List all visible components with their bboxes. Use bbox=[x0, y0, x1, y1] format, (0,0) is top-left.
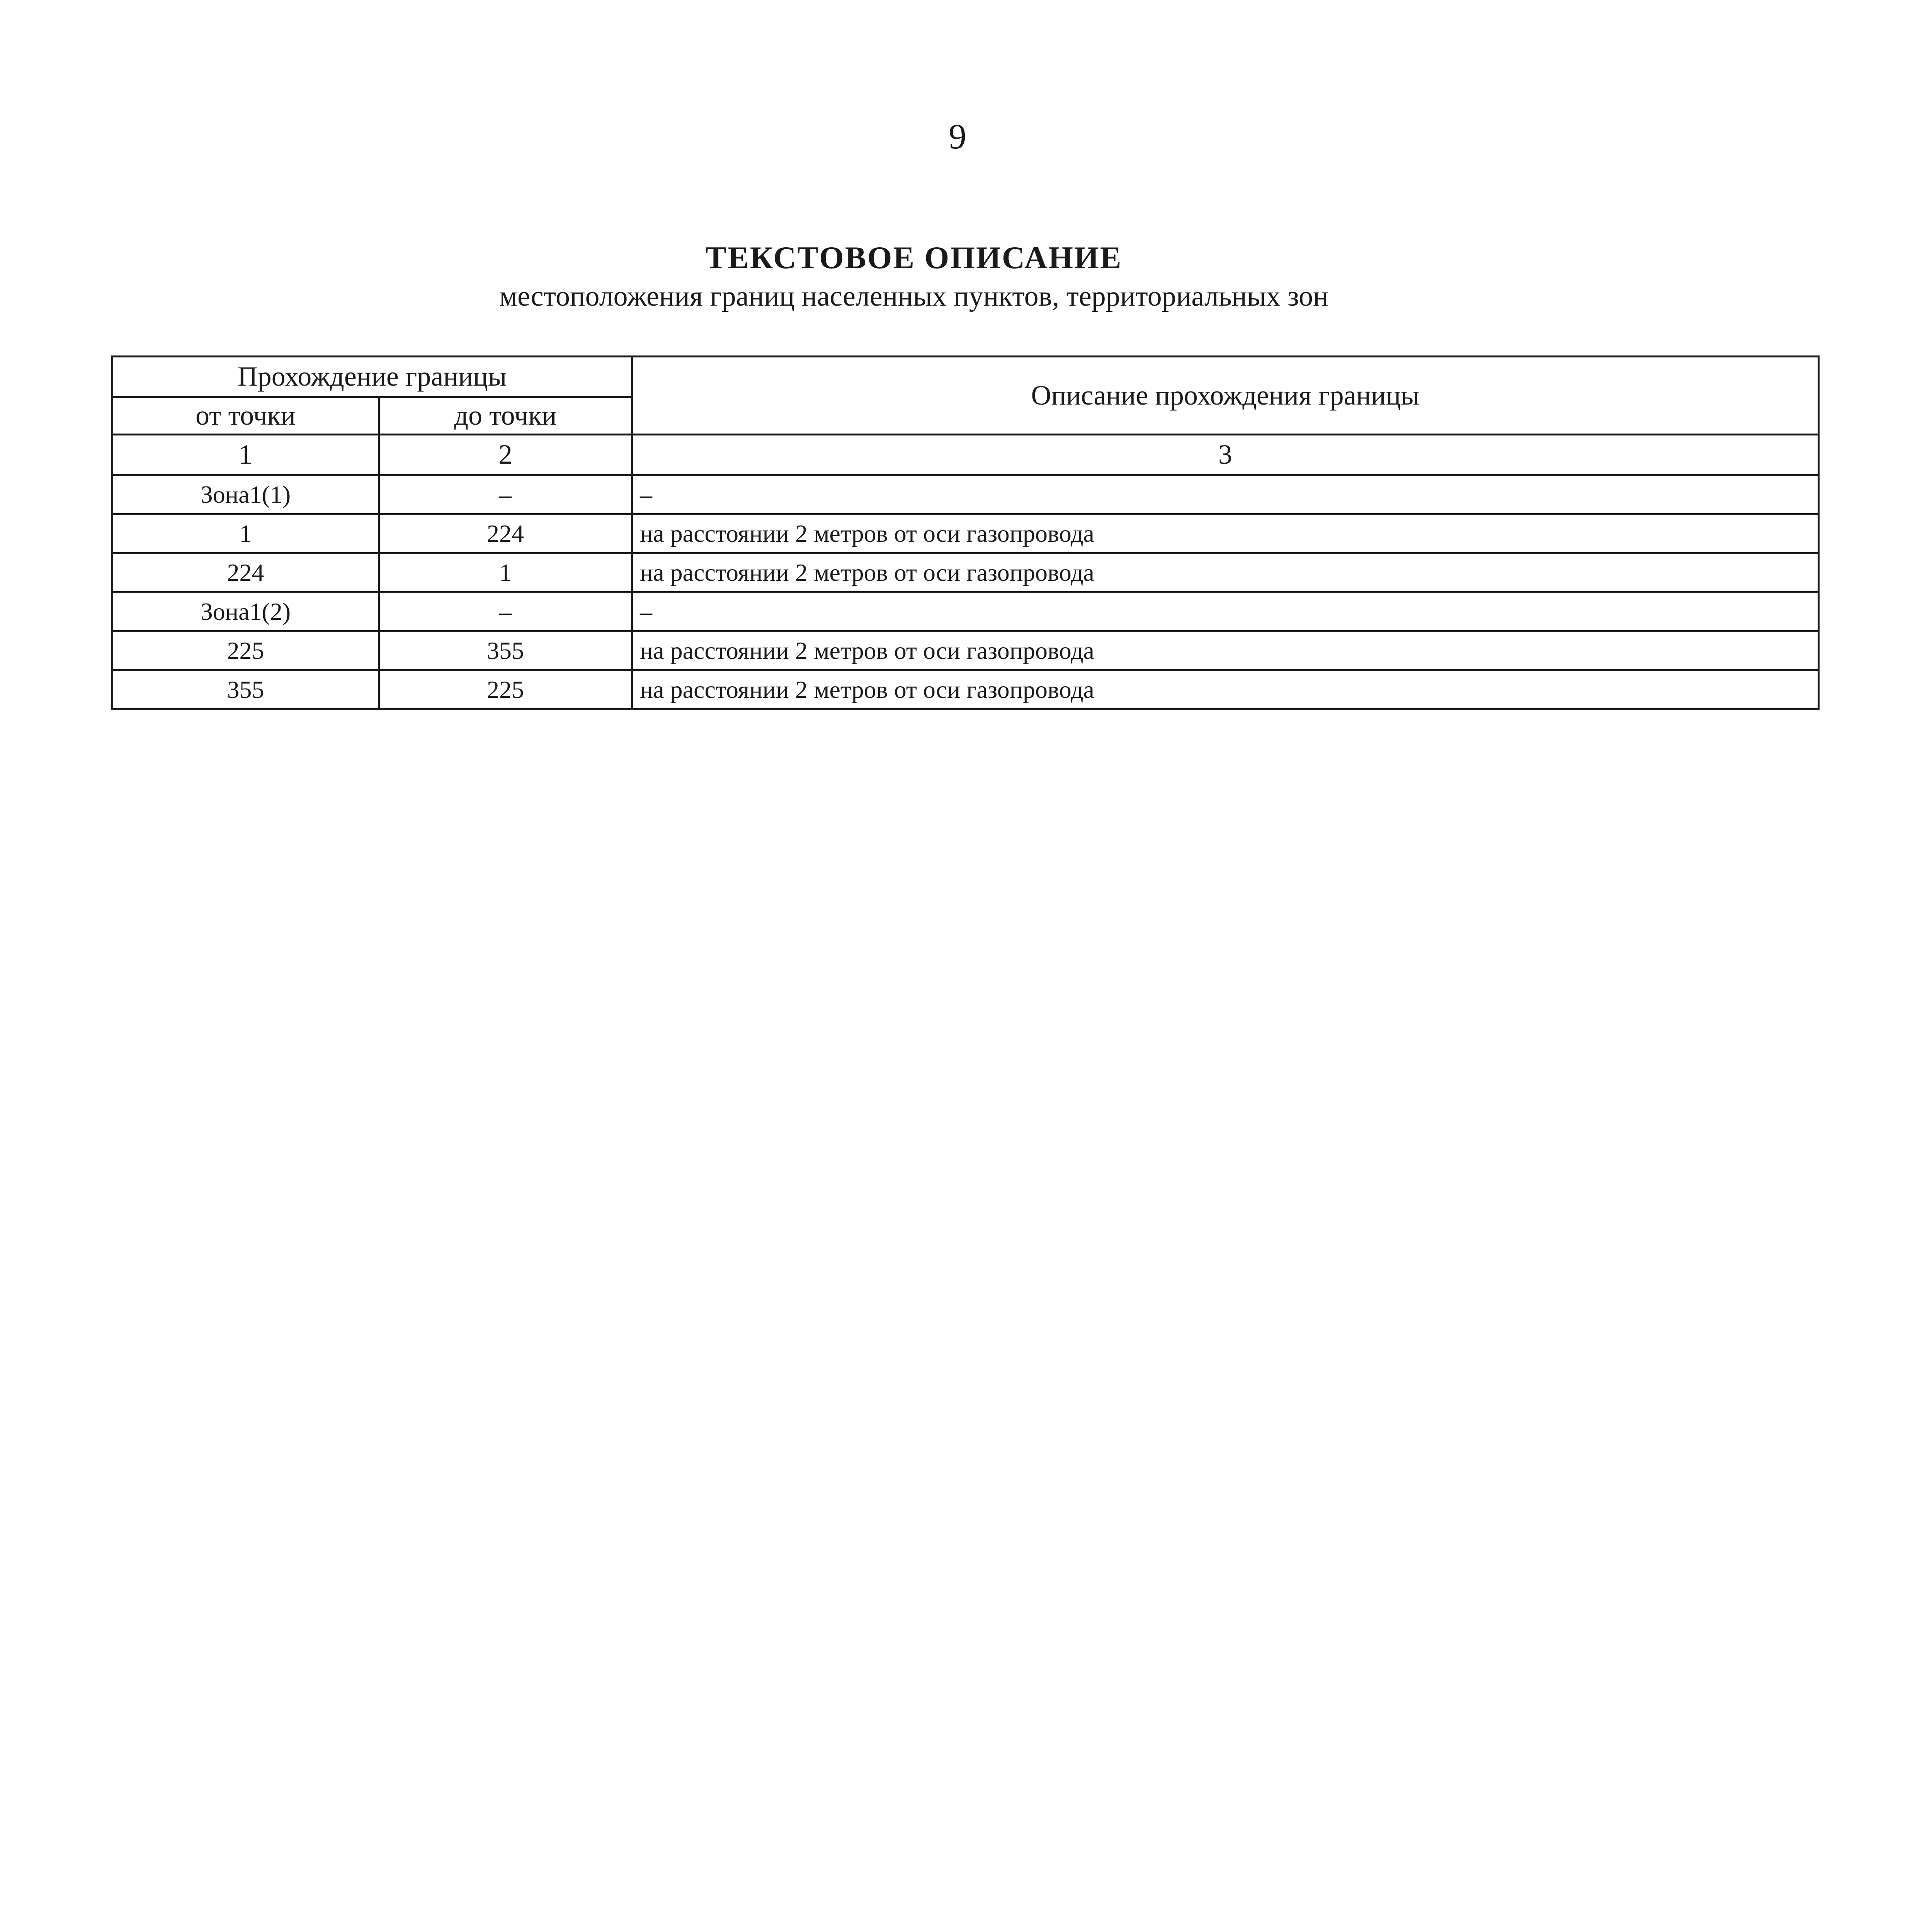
cell-description: на расстоянии 2 метров от оси газопровода bbox=[632, 553, 1819, 592]
cell-to-point: – bbox=[379, 592, 632, 631]
cell-from-point: 355 bbox=[112, 670, 379, 709]
boundary-description-table bbox=[111, 355, 1820, 710]
cell-from-point: Зона1(2) bbox=[112, 592, 379, 631]
column-number: 1 bbox=[112, 435, 379, 475]
cell-to-point: 224 bbox=[379, 514, 632, 553]
table-row bbox=[112, 514, 1819, 553]
table-row bbox=[112, 553, 1819, 592]
cell-from-point: 1 bbox=[112, 514, 379, 553]
cell-description: – bbox=[632, 475, 1819, 514]
header-boundary-passage: Прохождение границы bbox=[112, 357, 632, 397]
column-number: 3 bbox=[632, 435, 1819, 475]
document-title: ТЕКСТОВОЕ ОПИСАНИЕ bbox=[705, 240, 1122, 275]
cell-to-point: – bbox=[379, 475, 632, 514]
cell-to-point: 355 bbox=[379, 631, 632, 670]
header-to-point: до точки bbox=[379, 397, 632, 435]
table-row bbox=[112, 592, 1819, 631]
table-row bbox=[112, 475, 1819, 514]
document-subtitle: местоположения границ населенных пунктов, территориальных зон bbox=[499, 281, 1328, 312]
cell-to-point: 1 bbox=[379, 553, 632, 592]
table-row bbox=[112, 670, 1819, 709]
cell-from-point: 224 bbox=[112, 553, 379, 592]
page-number: 9 bbox=[949, 117, 966, 156]
cell-to-point: 225 bbox=[379, 670, 632, 709]
column-numbers-row bbox=[112, 435, 1819, 475]
cell-description: на расстоянии 2 метров от оси газопровода bbox=[632, 670, 1819, 709]
cell-description: – bbox=[632, 592, 1819, 631]
header-from-point: от точки bbox=[112, 397, 379, 435]
cell-description: на расстоянии 2 метров от оси газопровода bbox=[632, 514, 1819, 553]
table-row bbox=[112, 631, 1819, 670]
header-boundary-description: Описание прохождения границы bbox=[632, 357, 1819, 435]
cell-from-point: 225 bbox=[112, 631, 379, 670]
cell-description: на расстоянии 2 метров от оси газопровода bbox=[632, 631, 1819, 670]
cell-from-point: Зона1(1) bbox=[112, 475, 379, 514]
column-number: 2 bbox=[379, 435, 632, 475]
